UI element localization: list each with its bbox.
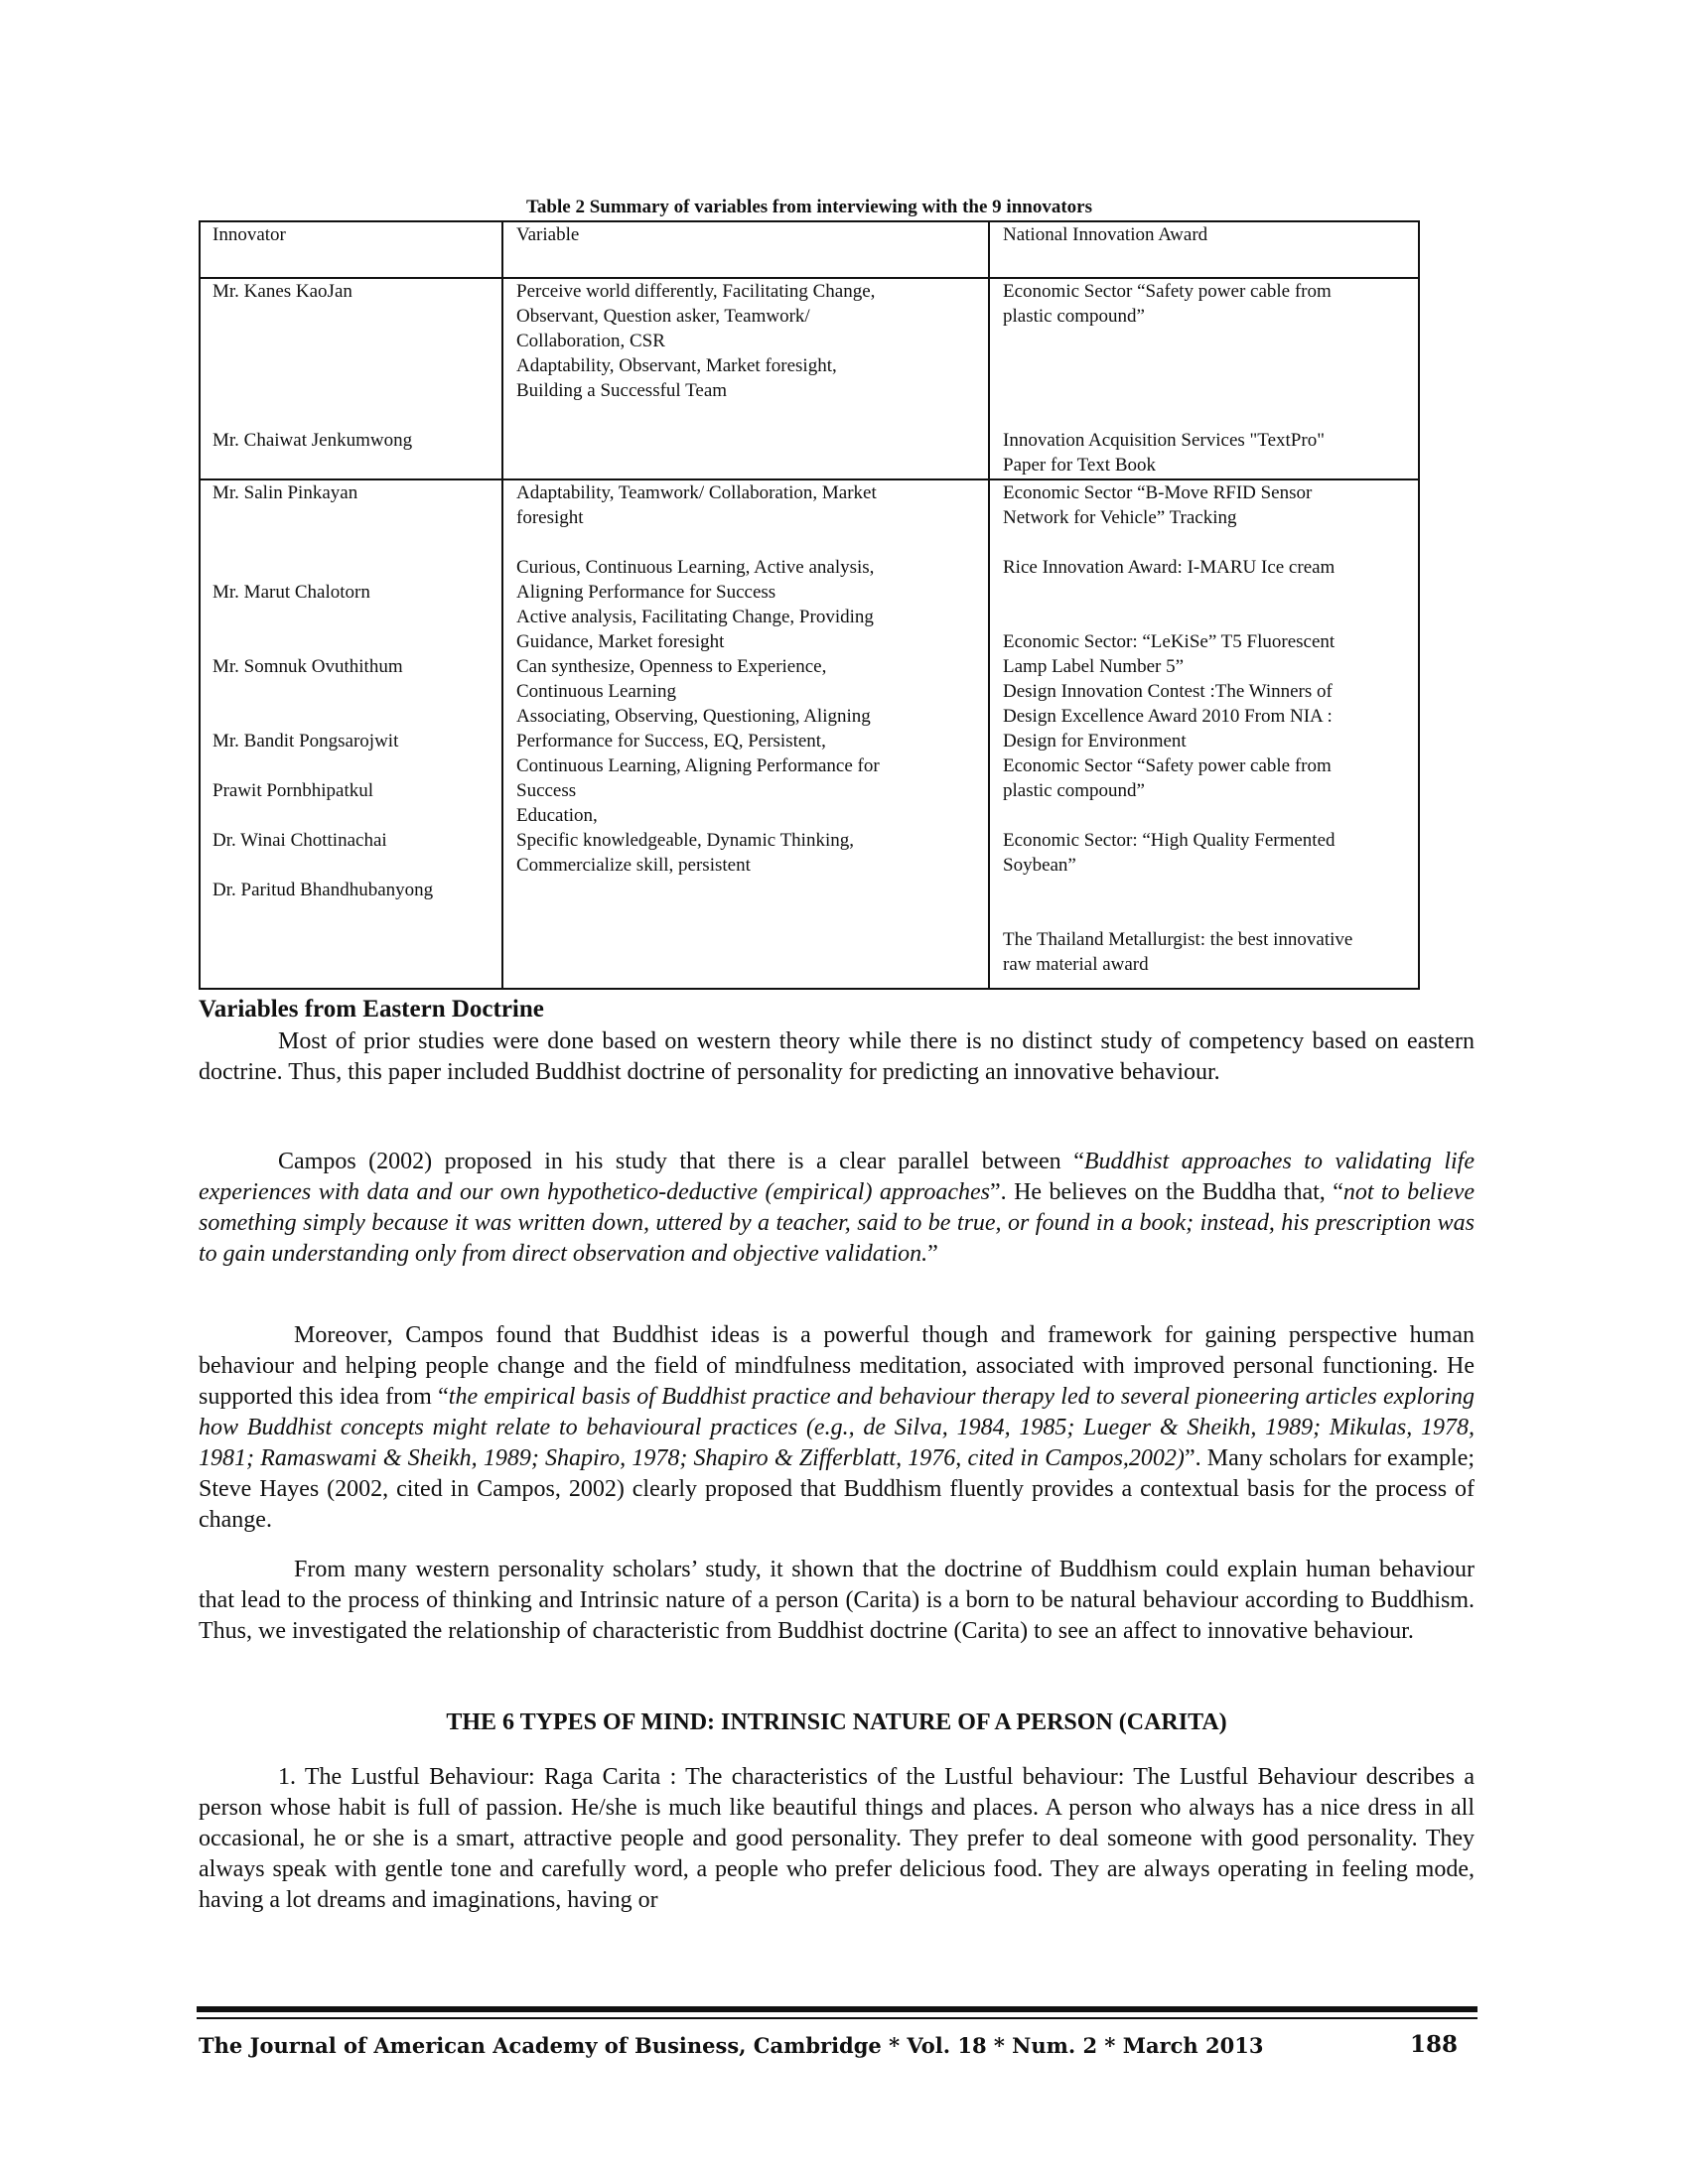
subsection-heading: THE 6 TYPES OF MIND: INTRINSIC NATURE OF A PERSON (CARITA) <box>446 1709 1227 1735</box>
footer-rule <box>197 2017 1477 2019</box>
footer-rule <box>197 2006 1477 2012</box>
table-header-award: National Innovation Award <box>1003 224 1208 245</box>
journal-footer: The Journal of American Academy of Business, Cambridge * Vol. 18 * Num. 2 * March 2013 <box>199 2033 1264 2058</box>
table-cell-variables-2: Adaptability, Teamwork/ Collaboration, Market foresight Curious, Continuous Learning, Active analysis, Aligning Performance for Success Active analysis, Facilitating Change, Providing Guidance, Market foresight Can synthesize, Openness to Experience, Continuous Learning Associating, Observing, Questioning, Aligning Performance for Success, EQ, Persistent, Continuous Learning, Aligning Performance for Success Education, Specific knowledgeable, Dynamic Thinking, Commercialize skill, persistent <box>516 482 880 876</box>
paragraph-2-text: ”. He believes on the Buddha that, “ <box>990 1179 1343 1205</box>
table-column-divider <box>988 222 990 988</box>
paragraph-2-quote: not to believe something simply because it was written down, uttered by a teacher, said to be true, or found in a book; instead, his prescription was to gain understanding only from direct observation and objective validation. <box>199 1179 1476 1267</box>
table-header-variable: Variable <box>516 224 580 245</box>
paragraph-3-text: Moreover, Campos found that Buddhist ideas is a powerful though and framework for gaining perspective human behaviour and helping people change and the field of mindfulness meditation, associated with improved personal functioning. He supported this idea from “ <box>199 1322 1475 1410</box>
paragraph-3-text: ”. Many scholars for example; Steve Hayes (2002, cited in Campos, 2002) clearly proposed that Buddhism fluently provides a contextual basis for the process of change. <box>199 1445 1476 1533</box>
table-caption: Table 2 Summary of variables from interviewing with the 9 innovators <box>526 197 1092 217</box>
paragraph-2-quote: Buddhist approaches to validating life experiences with data and our own hypothetico-deductive (empirical) approaches <box>199 1149 1475 1205</box>
paragraph-2-text: Campos (2002) proposed in his study that there is a clear parallel between “ <box>278 1149 1084 1174</box>
paragraph-3-quote: the empirical basis of Buddhist practice and behaviour therapy led to several pioneering articles exploring how Buddhist concepts might relate to behavioural practices (e.g., de Silva, 1984, 1985; Lueger & Sheikh, 1989; Mikulas, 1978, 1981; Ramaswami & Sheikh, 1989; Shapiro, 1978; Shapiro & Zifferblatt, 1976, cited in Campos,2002) <box>199 1384 1476 1471</box>
table-cell-awards-2: Economic Sector “B-Move RFID Sensor Network for Vehicle” Tracking Rice Innovation Award: I-MARU Ice cream Economic Sector: “LeKiSe” T5 Fluorescent Lamp Label Number 5” Design Innovation Contest :The Winners of Design Excellence Award 2010 From NIA : Design for Environment Economic Sector “Safety power cable from plastic compound” Economic Sector: “High Quality Fermented Soybean” The Thailand Metallurgist: the best innovative raw material award <box>1003 482 1353 975</box>
paragraph-2-text: ” <box>927 1241 938 1267</box>
summary-table <box>199 220 1420 990</box>
table-cell-awards-1: Economic Sector “Safety power cable from plastic compound” Innovation Acquisition Services "TextPro" Paper for Text Book <box>1003 281 1332 476</box>
paragraph-1: Most of prior studies were done based on western theory while there is no distinct study of competency based on eastern doctrine. Thus, this paper included Buddhist doctrine of personality for predicting an innovative behaviour. <box>199 1028 1475 1085</box>
table-cell-variables-1: Perceive world differently, Facilitating Change, Observant, Question asker, Teamwork/ Collaboration, CSR Adaptability, Observant, Market foresight, Building a Successful Team <box>516 281 876 401</box>
paragraph-5: 1. The Lustful Behaviour: Raga Carita : The characteristics of the Lustful behaviour: The Lustful Behaviour describes a person whose habit is full of passion. He/she is much like beautiful things and places. A person who always has a nice dress in all occasional, he or she is a smart, attractive people and good personality. They prefer to deal someone with good personality. They always speak with gentle tone and carefully word, a people who prefer delicious food. They are always operating in feeling mode, having a lot dreams and imaginations, having or <box>199 1764 1475 1913</box>
paragraph-3 <box>199 1320 1475 1536</box>
table-column-divider <box>501 222 503 988</box>
paragraph-4: From many western personality scholars’ study, it shown that the doctrine of Buddhism could explain human behaviour that lead to the process of thinking and Intrinsic nature of a person (Carita) is a born to be natural behaviour according to Buddhism. Thus, we investigated the relationship of characteristic from Buddhist doctrine (Carita) to see an affect to innovative behaviour. <box>199 1557 1475 1644</box>
section-heading: Variables from Eastern Doctrine <box>199 996 544 1023</box>
paragraph-2 <box>199 1147 1475 1270</box>
page-number: 188 <box>1410 2031 1459 2058</box>
table-cell-innovators-1: Mr. Kanes KaoJan Mr. Chaiwat Jenkumwong <box>212 281 413 451</box>
table-header-innovator: Innovator <box>212 224 286 245</box>
table-cell-innovators-2: Mr. Salin Pinkayan Mr. Marut Chalotorn Mr. Somnuk Ovuthithum Mr. Bandit Pongsarojwit Prawit Pornbhipatkul Dr. Winai Chottinachai Dr. Paritud Bhandhubanyong <box>212 482 434 900</box>
